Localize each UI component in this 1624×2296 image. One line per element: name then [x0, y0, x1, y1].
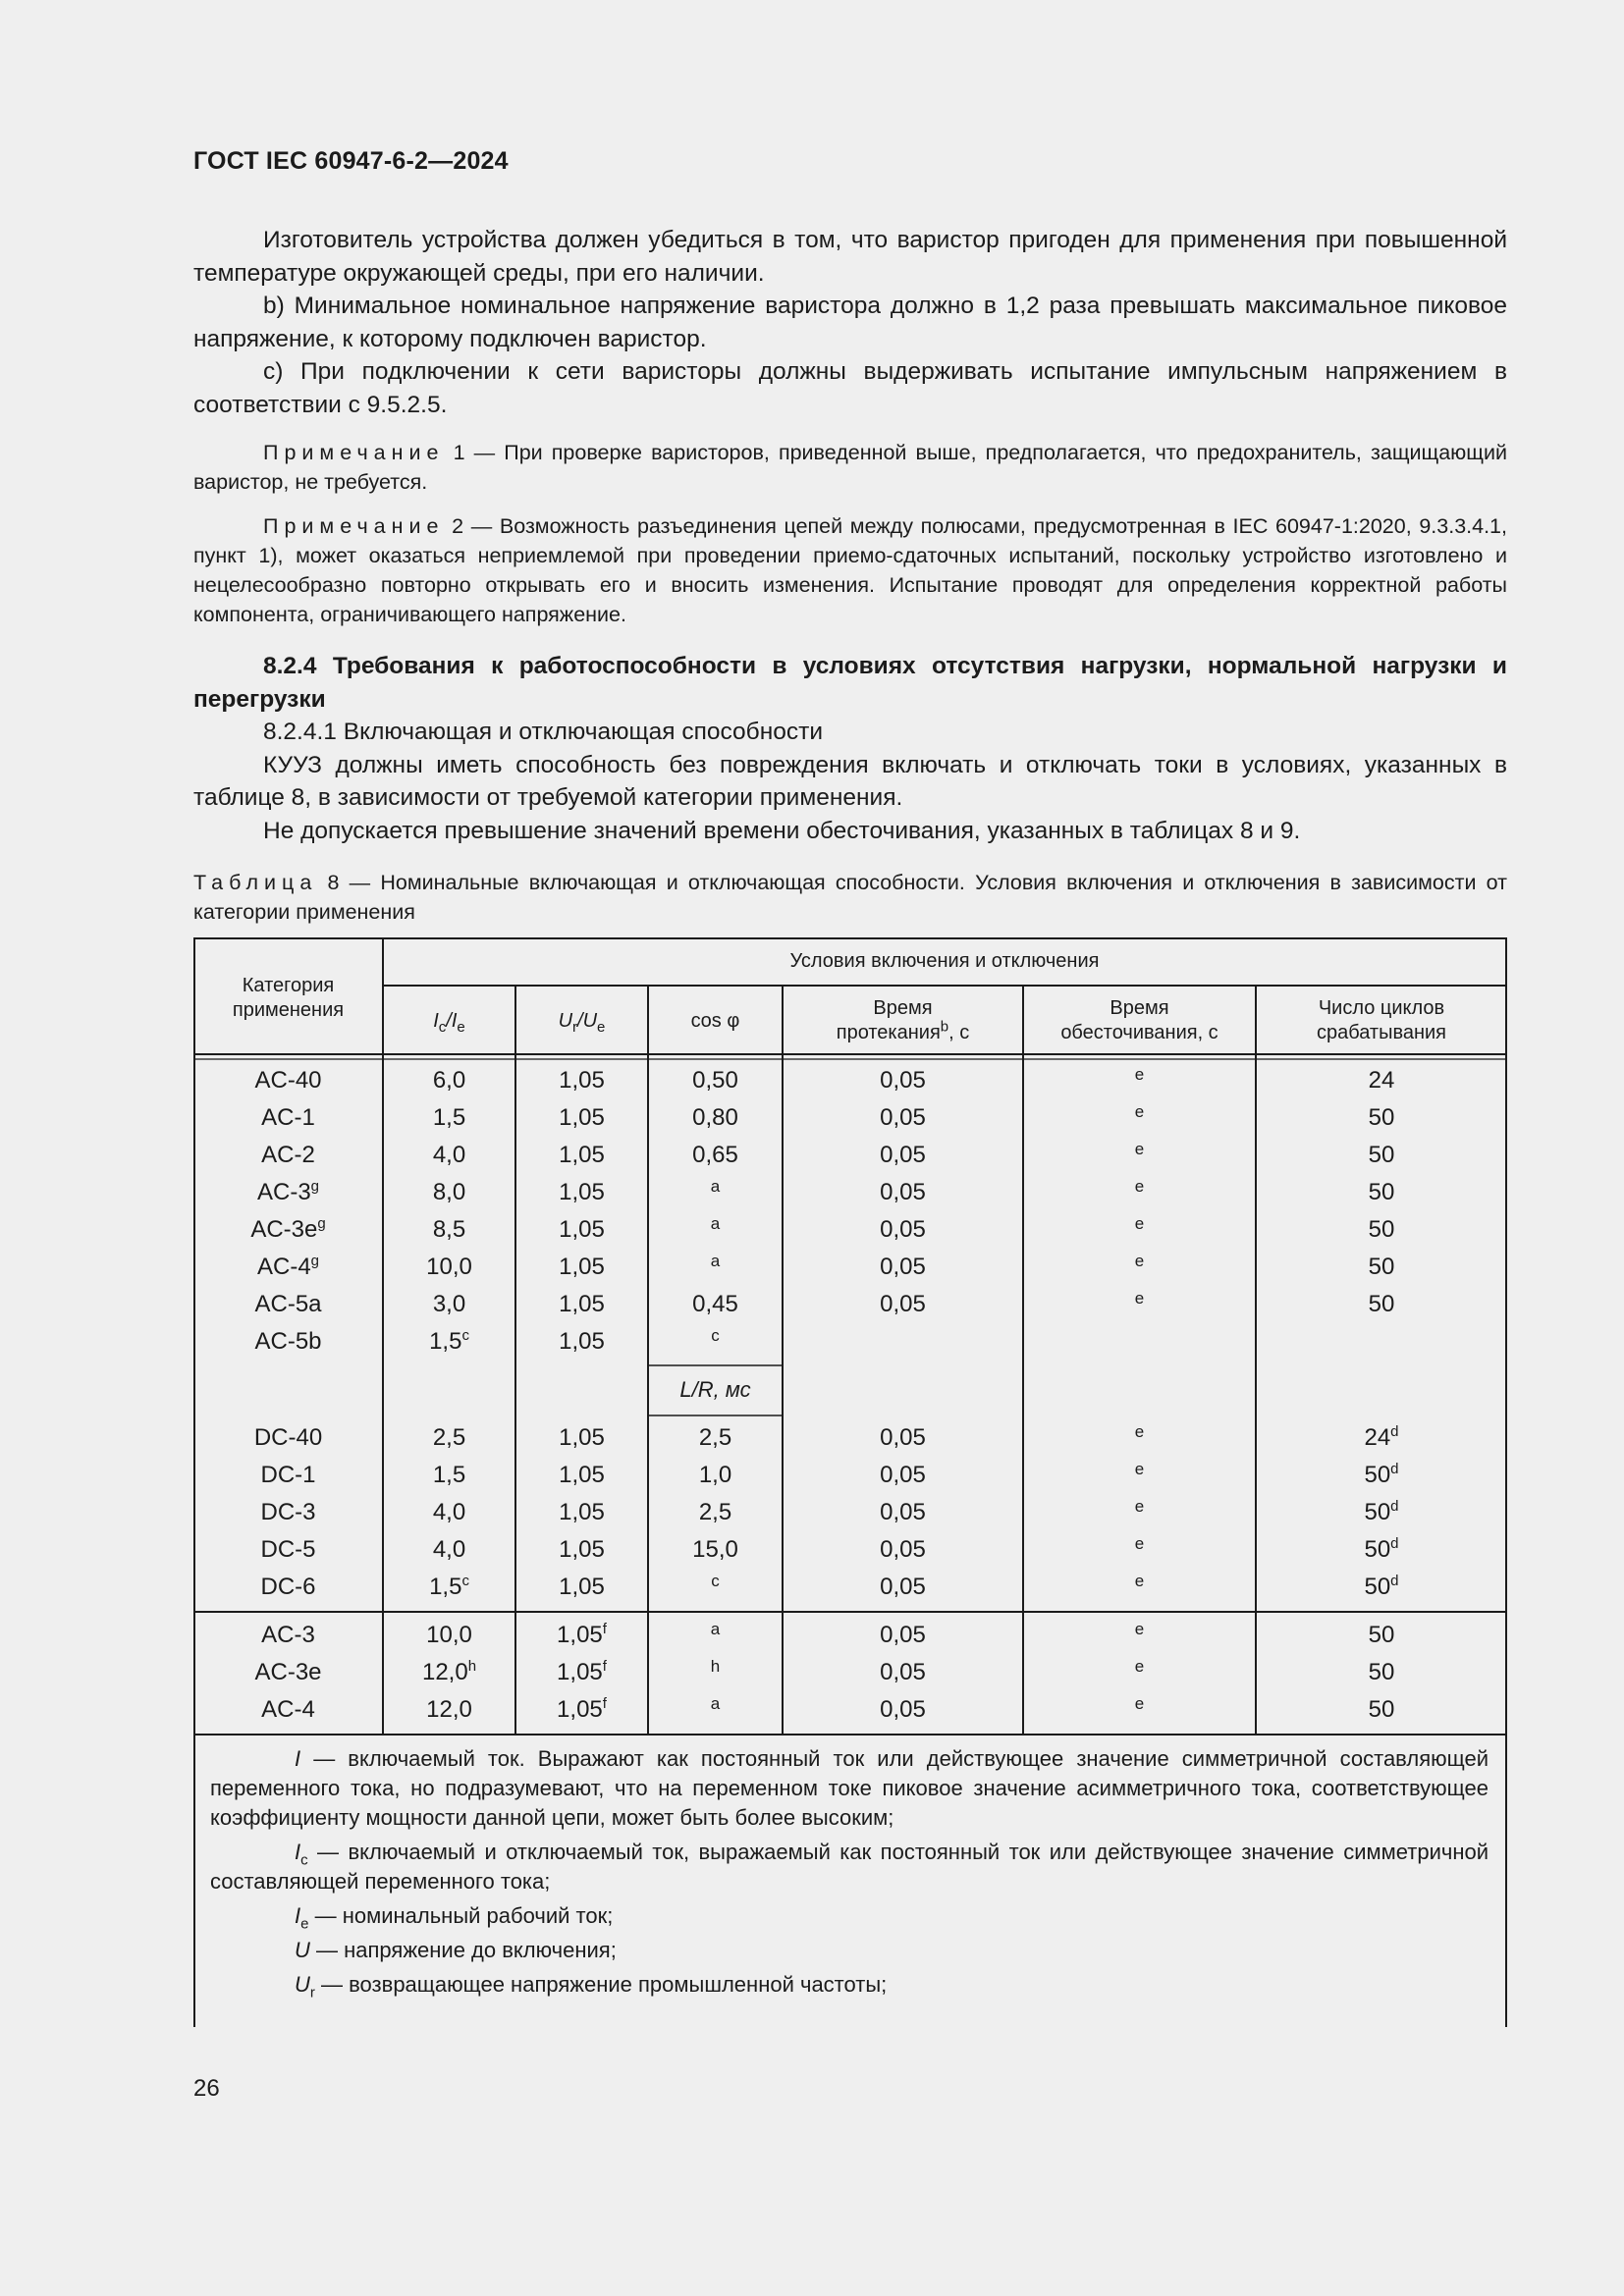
table-cell-cat	[193, 1254, 383, 1281]
table-cell-ic	[383, 1424, 515, 1452]
footnote-ref: e	[1134, 1460, 1145, 1478]
table-cell-ic	[383, 1291, 515, 1318]
table-cell-ur	[515, 1536, 648, 1564]
table-cell-cycles	[1256, 1067, 1507, 1095]
footnote-ref: f	[602, 1695, 607, 1712]
table-cell-ur	[515, 1291, 648, 1318]
cell-value: 0,05	[880, 1291, 926, 1317]
table-cell-cycles	[1256, 1499, 1507, 1526]
table-cell-flow	[783, 1696, 1023, 1724]
cell-value: 1,5	[432, 1462, 466, 1488]
cell-value: 0,05	[880, 1104, 926, 1131]
table-cell-flow	[783, 1254, 1023, 1281]
cell-value: 50	[1364, 1536, 1391, 1563]
note-label: Примечание	[263, 441, 445, 464]
cell-value: AC-4	[261, 1696, 315, 1723]
header-flow-time: Время протекания$^b$, с	[836, 997, 970, 1043]
footnote-ref: e	[1134, 1694, 1145, 1713]
cell-value: DC-1	[260, 1462, 316, 1488]
footnote-ref: d	[1390, 1461, 1399, 1477]
standard-header: ГОСТ IEC 60947-6-2—2024	[193, 147, 509, 175]
footnote-ref: e	[1134, 1065, 1145, 1084]
page-number: 26	[193, 2075, 220, 2102]
note-2	[193, 511, 1507, 629]
cell-value: 15,0	[692, 1536, 738, 1563]
table-cell-cycles	[1256, 1696, 1507, 1724]
cell-value: 1,05	[559, 1536, 605, 1563]
cell-value: 10,0	[426, 1254, 472, 1280]
table-cell-ur	[515, 1574, 648, 1601]
table-cell-ic	[383, 1622, 515, 1649]
section-heading: 8.2.4 Требования к работоспособности в условиях отсутствия нагрузки, нормальной нагрузки и перегрузки	[193, 653, 1507, 713]
cell-value: AC-3	[261, 1622, 315, 1648]
header-ic-ie: $I_c/I_e$	[433, 1010, 465, 1036]
table-cell-ur	[515, 1104, 648, 1132]
table-cell-ic	[383, 1104, 515, 1132]
cell-value: 24	[1368, 1067, 1395, 1094]
footnote-ref: h	[710, 1657, 721, 1676]
cell-value: 0,45	[692, 1291, 738, 1317]
footnote-ref: d	[1390, 1423, 1399, 1440]
table-cell-cat	[193, 1067, 383, 1095]
table-cell-cos	[648, 1067, 783, 1095]
cell-value: 0,05	[880, 1424, 926, 1451]
header-cycles: Число циклов срабатывания	[1316, 997, 1447, 1043]
cell-value: 6,0	[432, 1067, 466, 1094]
header-category: Категория применения	[232, 975, 345, 1021]
footnote-ref: e	[1134, 1252, 1145, 1270]
footnote-ref: e	[1134, 1177, 1145, 1196]
table-cell-flow	[783, 1659, 1023, 1686]
header-conditions: Условия включения и отключения	[789, 950, 1100, 972]
cell-value: 0,05	[880, 1067, 926, 1094]
lr-header: L/R, мс	[679, 1377, 751, 1402]
table-cell-ur	[515, 1216, 648, 1244]
table-cell-cat	[193, 1696, 383, 1724]
paragraph: КУУЗ должны иметь способность без повреждения включать и отключать токи в условиях, указанных в таблице 8, в зависимости от требуемой категории применения.	[193, 751, 1507, 811]
cell-value: 1,05	[557, 1696, 603, 1723]
table-cell-cycles	[1256, 1254, 1507, 1281]
footnote-ref: a	[710, 1214, 721, 1233]
paragraph: b) Минимальное номинальное напряжение варистора должно в 1,2 раза превышать максимальное пиковое напряжение, к которому подключен варистор.	[193, 293, 1507, 352]
intro-paragraphs	[193, 224, 1507, 421]
table-cell-ic	[383, 1179, 515, 1206]
cell-value: AC-4	[256, 1254, 311, 1280]
header-ur-ue: $U_r/U_e$	[558, 1010, 606, 1036]
cell-value: 1,5	[432, 1104, 466, 1131]
table-cell-ur	[515, 1328, 648, 1356]
table-cell-cos	[648, 1462, 783, 1489]
cell-value: 0,05	[880, 1254, 926, 1280]
table-caption-label: Таблица	[193, 871, 318, 894]
cell-value: 50	[1368, 1696, 1395, 1723]
table-cell-ur	[515, 1462, 648, 1489]
table-cell-cycles	[1256, 1462, 1507, 1489]
table-cell-cycles	[1256, 1104, 1507, 1132]
table-cell-cat	[193, 1424, 383, 1452]
footnote-ref: g	[310, 1178, 320, 1195]
cell-value: 0,80	[692, 1104, 738, 1131]
cell-value: 50	[1368, 1291, 1395, 1317]
cell-value: 1,05	[559, 1291, 605, 1317]
cell-value: AC-3e	[254, 1659, 322, 1685]
table-cell-ic	[383, 1499, 515, 1526]
cell-value: 4,0	[432, 1536, 466, 1563]
table-cell-ic	[383, 1462, 515, 1489]
cell-value: 0,05	[880, 1622, 926, 1648]
table-8	[193, 937, 1507, 2027]
cell-value: 1,05	[559, 1574, 605, 1600]
footnote-ref: e	[1134, 1657, 1145, 1676]
table-cell-cycles	[1256, 1291, 1507, 1318]
table-cell-ur	[515, 1179, 648, 1206]
table-cell-flow	[783, 1499, 1023, 1526]
table-cell-ic	[383, 1696, 515, 1724]
table-cell-flow	[783, 1574, 1023, 1601]
cell-value: 50	[1368, 1142, 1395, 1168]
cell-value: 0,05	[880, 1696, 926, 1723]
footnote-ref: a	[710, 1252, 721, 1270]
table-cell-cycles	[1256, 1659, 1507, 1686]
cell-value: 50	[1368, 1104, 1395, 1131]
table-cell-ur	[515, 1696, 648, 1724]
table-cell-cycles	[1256, 1142, 1507, 1169]
table-cell-cat	[193, 1216, 383, 1244]
cell-value: DC-3	[260, 1499, 316, 1525]
cell-value: 1,05	[557, 1622, 603, 1648]
legend-item: $U_r$ — возвращающее напряжение промышленной частоты;	[295, 1972, 888, 2002]
footnote-ref: f	[602, 1621, 607, 1637]
table-cell-cos	[648, 1291, 783, 1318]
cell-value: 24	[1364, 1424, 1391, 1451]
footnote-ref: f	[602, 1658, 607, 1675]
footnote-ref: d	[1390, 1573, 1399, 1589]
footnote-ref: e	[1134, 1289, 1145, 1308]
table-cell-ic	[383, 1067, 515, 1095]
cell-value: 3,0	[432, 1291, 466, 1317]
cell-value: 1,05	[559, 1424, 605, 1451]
cell-value: 1,05	[559, 1142, 605, 1168]
table-cell-ur	[515, 1424, 648, 1452]
table-cell-cat	[193, 1328, 383, 1356]
footnote-ref: e	[1134, 1572, 1145, 1590]
table-cell-cycles	[1256, 1622, 1507, 1649]
cell-value: 1,5	[429, 1328, 462, 1355]
table-legend	[210, 1744, 1489, 2004]
cell-value: DC-6	[260, 1574, 316, 1600]
cell-value: 1,05	[559, 1216, 605, 1243]
legend-item: I — включаемый ток. Выражают как постоянный ток или действующее значение симметричной составляющей переменного тока, но подразумевают, что на переменном токе пиковое значение асимметричного тока, соответствующее коэффициенту мощности данной цепи, может быть более высоким;	[210, 1746, 1489, 1830]
cell-value: 12,0	[421, 1659, 468, 1685]
cell-value: AC-5b	[254, 1328, 322, 1355]
table-cell-ic	[383, 1328, 515, 1356]
footnote-ref: c	[711, 1326, 720, 1345]
footnote-ref: g	[317, 1215, 326, 1232]
cell-value: 0,65	[692, 1142, 738, 1168]
footnote-ref: g	[310, 1253, 320, 1269]
table-cell-flow	[783, 1216, 1023, 1244]
table-cell-cos	[648, 1104, 783, 1132]
table-caption-text: 8 — Номинальные включающая и отключающая способности. Условия включения и отключения в зависимости от категории применения	[193, 871, 1507, 924]
paragraph: Не допускается превышение значений времени обесточивания, указанных в таблицах 8 и 9.	[263, 817, 1301, 844]
table-cell-ic	[383, 1254, 515, 1281]
cell-value: 12,0	[426, 1696, 472, 1723]
cell-value: AC-40	[254, 1067, 322, 1094]
table-cell-flow	[783, 1179, 1023, 1206]
table-cell-ur	[515, 1659, 648, 1686]
cell-value: 10,0	[426, 1622, 472, 1648]
footnote-ref: a	[710, 1694, 721, 1713]
legend-item: U — напряжение до включения;	[295, 1938, 617, 1962]
cell-value: 0,05	[880, 1142, 926, 1168]
table-cell-cos	[648, 1424, 783, 1452]
cell-value: 0,05	[880, 1462, 926, 1488]
header-dead-time: Время обесточивания, с	[1060, 997, 1218, 1043]
footnote-ref: a	[710, 1177, 721, 1196]
note-label: Примечание	[263, 514, 445, 538]
table-cell-ic	[383, 1659, 515, 1686]
cell-value: 2,5	[698, 1424, 732, 1451]
table-cell-cat	[193, 1142, 383, 1169]
cell-value: 50	[1368, 1179, 1395, 1205]
note-text: — Возможность разъединения цепей между полюсами, предусмотренная в IEC 60947-1:2020, 9.3.3.4.1, пункт 1), может оказаться неприемлемой при проведении приемо-сдаточных испытаний, поскольку устройство изготовлено и нецелесообразно повторно открывать его и вносить изменения. Испытание проводят для определения корректной работы компонента, ограничивающего напряжение.	[193, 514, 1507, 626]
cell-value: 50	[1364, 1574, 1391, 1600]
table-cell-cat	[193, 1622, 383, 1649]
note-number: 1	[453, 441, 465, 464]
subsection-heading: 8.2.4.1 Включающая и отключающая способности	[263, 719, 824, 745]
table-caption	[193, 868, 1507, 927]
header-cos-phi: cos φ	[690, 1010, 740, 1032]
table-cell-ur	[515, 1622, 648, 1649]
table-cell-ur	[515, 1067, 648, 1095]
footnote-ref: e	[1134, 1102, 1145, 1121]
cell-value: 0,05	[880, 1179, 926, 1205]
cell-value: AC-2	[261, 1142, 315, 1168]
cell-value: AC-1	[261, 1104, 315, 1131]
table-cell-ur	[515, 1254, 648, 1281]
table-cell-cat	[193, 1574, 383, 1601]
cell-value: DC-5	[260, 1536, 316, 1563]
cell-value: 8,5	[432, 1216, 466, 1243]
footnote-ref: c	[461, 1573, 469, 1589]
cell-value: 0,05	[880, 1536, 926, 1563]
footnote-ref: d	[1390, 1535, 1399, 1552]
cell-value: DC-40	[253, 1424, 323, 1451]
table-cell-cos	[648, 1536, 783, 1564]
cell-value: 4,0	[432, 1142, 466, 1168]
table-cell-cat	[193, 1291, 383, 1318]
cell-value: AC-3e	[250, 1216, 318, 1243]
cell-value: 0,05	[880, 1659, 926, 1685]
cell-value: 1,05	[559, 1499, 605, 1525]
table-cell-flow	[783, 1067, 1023, 1095]
cell-value: 1,05	[559, 1462, 605, 1488]
cell-value: 0,05	[880, 1499, 926, 1525]
note-1	[193, 438, 1507, 497]
cell-value: 0,05	[880, 1216, 926, 1243]
table-cell-cycles	[1256, 1179, 1507, 1206]
paragraph: c) При подключении к сети варисторы должны выдерживать испытание импульсным напряжением в соответствии с 9.5.2.5.	[193, 358, 1507, 418]
table-cell-cat	[193, 1536, 383, 1564]
table-cell-cos	[648, 1142, 783, 1169]
footnote-ref: e	[1134, 1422, 1145, 1441]
cell-value: 50	[1368, 1254, 1395, 1280]
footnote-ref: a	[710, 1620, 721, 1638]
cell-value: 50	[1368, 1659, 1395, 1685]
table-cell-cycles	[1256, 1424, 1507, 1452]
cell-value: 50	[1364, 1462, 1391, 1488]
table-cell-flow	[783, 1142, 1023, 1169]
table-cell-flow	[783, 1462, 1023, 1489]
cell-value: 1,5	[429, 1574, 462, 1600]
table-cell-ur	[515, 1142, 648, 1169]
cell-value: 0,05	[880, 1574, 926, 1600]
table-cell-ic	[383, 1536, 515, 1564]
cell-value: 50	[1368, 1216, 1395, 1243]
cell-value: 50	[1364, 1499, 1391, 1525]
table-cell-cat	[193, 1499, 383, 1526]
footnote-ref: c	[711, 1572, 720, 1590]
cell-value: 1,0	[698, 1462, 732, 1488]
table-cell-cycles	[1256, 1216, 1507, 1244]
table-cell-cat	[193, 1462, 383, 1489]
table-cell-flow	[783, 1104, 1023, 1132]
cell-value: 2,5	[698, 1499, 732, 1525]
footnote-ref: e	[1134, 1497, 1145, 1516]
section-8-2-4	[193, 650, 1507, 847]
cell-value: 1,05	[559, 1104, 605, 1131]
cell-value: AC-5a	[254, 1291, 322, 1317]
table-cell-flow	[783, 1424, 1023, 1452]
cell-value: AC-3	[256, 1179, 311, 1205]
table-cell-ur	[515, 1499, 648, 1526]
cell-value: 1,05	[557, 1659, 603, 1685]
paragraph: Изготовитель устройства должен убедиться в том, что варистор пригоден для применения при повышенной температуре окружающей среды, при его наличии.	[193, 227, 1507, 287]
footnote-ref: e	[1134, 1620, 1145, 1638]
legend-item: $I_c$ — включаемый и отключаемый ток, выражаемый как постоянный ток или действующее значение симметричной составляющей переменного тока;	[210, 1840, 1489, 1894]
table-cell-cycles	[1256, 1536, 1507, 1564]
legend-item: $I_e$ — номинальный рабочий ток;	[295, 1903, 614, 1933]
cell-value: 2,5	[432, 1424, 466, 1451]
table-cell-cat	[193, 1659, 383, 1686]
table-cell-flow	[783, 1291, 1023, 1318]
cell-value: 1,05	[559, 1328, 605, 1355]
cell-value: 1,05	[559, 1179, 605, 1205]
table-cell-cat	[193, 1179, 383, 1206]
table-cell-ic	[383, 1574, 515, 1601]
cell-value: 50	[1368, 1622, 1395, 1648]
cell-value: 0,50	[692, 1067, 738, 1094]
note-text: — При проверке варисторов, приведенной выше, предполагается, что предохранитель, защищающий варистор, не требуется.	[193, 441, 1507, 494]
footnote-ref: e	[1134, 1214, 1145, 1233]
table-cell-cycles	[1256, 1574, 1507, 1601]
footnote-ref: h	[467, 1658, 477, 1675]
table-cell-ic	[383, 1216, 515, 1244]
footnote-ref: e	[1134, 1534, 1145, 1553]
footnote-ref: e	[1134, 1140, 1145, 1158]
table-cell-flow	[783, 1622, 1023, 1649]
table-cell-cat	[193, 1104, 383, 1132]
cell-value: 1,05	[559, 1067, 605, 1094]
cell-value: 1,05	[559, 1254, 605, 1280]
note-number: 2	[452, 514, 464, 538]
cell-value: 4,0	[432, 1499, 466, 1525]
table-cell-ic	[383, 1142, 515, 1169]
cell-value: 8,0	[432, 1179, 466, 1205]
footnote-ref: d	[1390, 1498, 1399, 1515]
table-cell-cos	[648, 1499, 783, 1526]
footnote-ref: c	[461, 1327, 469, 1344]
table-cell-flow	[783, 1536, 1023, 1564]
